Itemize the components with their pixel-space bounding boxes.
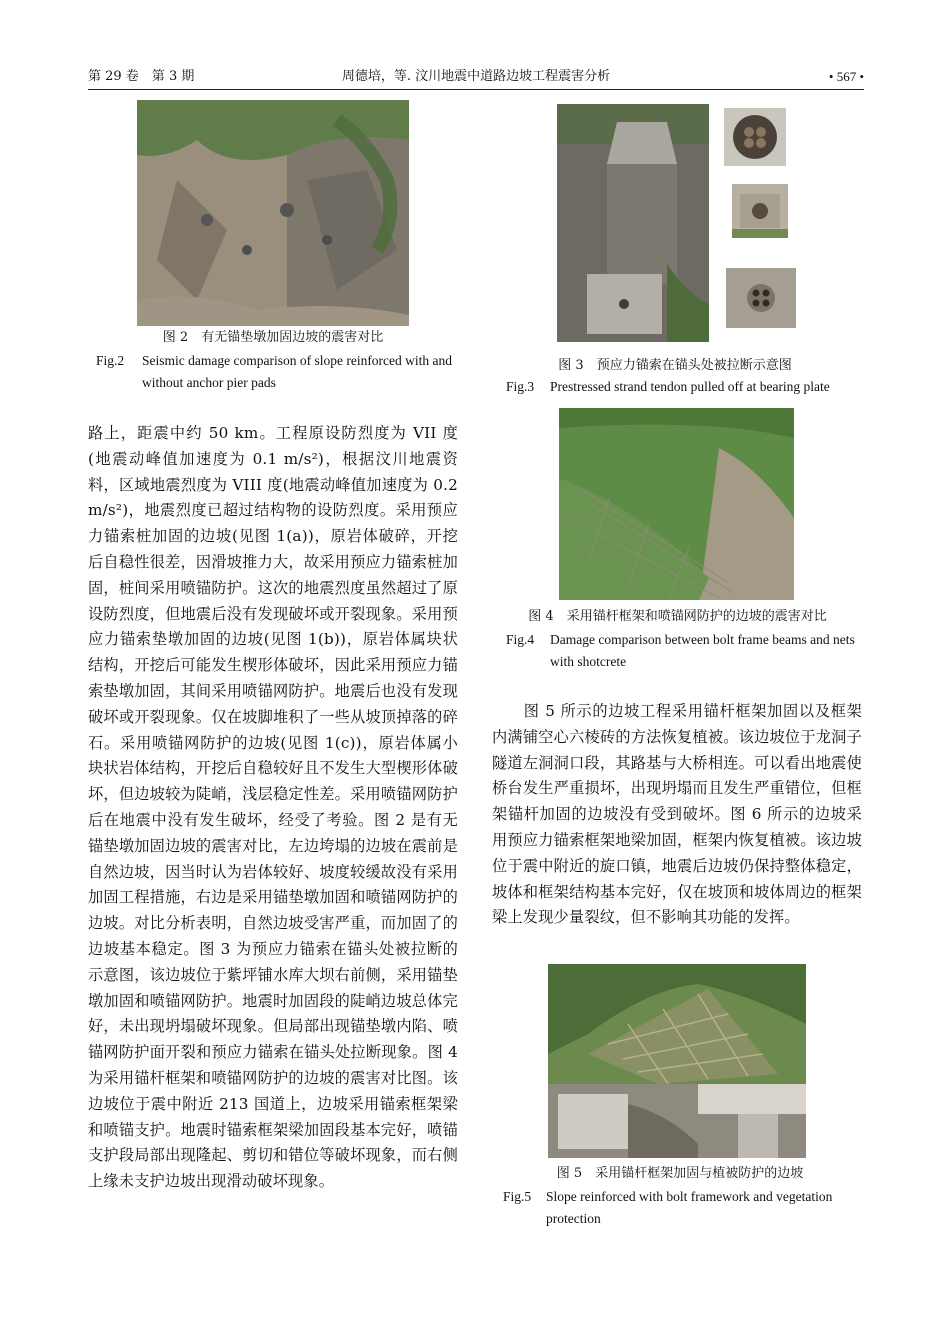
fig3-tendon-detail-3 — [726, 268, 796, 328]
running-header — [88, 67, 864, 87]
fig3-caption-en — [506, 376, 866, 398]
fig3-anchor-wall-photo — [557, 104, 709, 342]
fig5-caption-en — [503, 1186, 863, 1230]
fig3-tendon-detail-2 — [732, 184, 788, 238]
fig5-number: Fig.5 — [503, 1189, 532, 1204]
fig2-number: Fig.2 — [96, 353, 125, 368]
fig4-caption-text: Damage comparison between bolt frame beams and nets with shotcrete — [550, 632, 855, 669]
page-number: • 567 • — [828, 69, 864, 84]
fig4-caption-en — [506, 629, 866, 673]
fig4-slope-photo — [559, 408, 794, 600]
fig5-caption-text: Slope reinforced with bolt framework and vegetation protection — [546, 1189, 833, 1226]
left-column-text: 路上，距震中约 50 km。工程原设防烈度为 VII 度(地震动峰值加速度为 0.1 m/s²)，根据汶川地震资料，区域地震烈度为 VIII 度(地震动峰值加速度为 0.2 m/s²)，地震烈度已超过结构物的设防烈度。采用预应力锚索桩加固的边坡(见图 1(a))，原岩体破碎，开挖后自稳性很差，因滑坡推力大，故采用预应力锚索桩加固，桩间采用喷锚防护。这次的地震烈度虽然超过了原设防烈度，但地震后没有发现破坏或开裂现象。采用预应力锚索垫墩加固的边坡(见图 1(b))，原岩体属块状结构，开挖后可能发生楔形体破坏，因此采用预应力锚索垫墩加固，其间采用喷锚网防护。地震后也没有发现破坏或开裂现象。仅在坡脚堆积了一些从坡顶掉落的碎石。采用喷锚网防护的边坡(见图 1(c))，原岩体属小块状岩体结构，开挖后自稳较好且不发生大型楔形体破坏，但边坡较为陡峭，浅层稳定性差。采用喷锚网防护后在地震中没有发生破坏，经受了考验。图 2 是有无锚垫墩加固边坡的震害对比，左边垮塌的边坡在震前是自然边坡，因当时认为岩体较好、坡度较缓故没有采用加固工程措施，右边是采用锚垫墩加固和喷锚网防护的边坡。对比分析表明，自然边坡受害严重，而加固了的边坡基本稳定。图 3 为预应力锚索在锚头处被拉断的示意图，该边坡位于紫坪铺水库大坝右前侧，采用锚垫墩加固和喷锚网防护。地震时加固段的陡峭边坡总体完好，未出现坍塌破坏现象。但局部出现锚垫墩内陷、喷锚网防护面开裂和预应力锚索在锚头处拉断现象。图 4 为采用锚杆框架和喷锚网防护的边坡的震害对比图。该边坡位于震中附近 213 国道上，边坡采用锚索框架梁和喷锚支护。地震时锚索框架梁加固段基本完好，喷锚支护段局部出现隆起、剪切和错位等破坏现象，而右侧上缘未支护边坡出现滑动破坏现象。 — [88, 424, 458, 1191]
volume-issue: 第 29 卷 第 3 期 — [88, 69, 195, 84]
fig3-tendon-detail-1 — [724, 108, 786, 166]
fig2-caption-text: Seismic damage comparison of slope reinforced with and without anchor pier pads — [142, 353, 453, 390]
fig2-slope-photo — [137, 100, 409, 326]
fig2-caption-en — [96, 350, 466, 394]
fig4-caption-cn: 图 4 采用锚杆框架和喷锚网防护的边坡的震害对比 — [528, 609, 827, 624]
fig3-number: Fig.3 — [506, 379, 535, 394]
fig5-caption-cn: 图 5 采用锚杆框架加固与植被防护的边坡 — [556, 1166, 804, 1181]
header-rule — [88, 89, 864, 90]
fig2-caption-cn: 图 2 有无锚垫墩加固边坡的震害对比 — [162, 330, 384, 345]
fig4-number: Fig.4 — [506, 632, 535, 647]
fig3-caption-cn: 图 3 预应力锚索在锚头处被拉断示意图 — [558, 358, 792, 373]
fig3-caption-text: Prestressed strand tendon pulled off at bearing plate — [550, 379, 830, 394]
right-column-text: 图 5 所示的边坡工程采用锚杆框架加固以及框架内满铺空心六棱砖的方法恢复植被。该边坡位于龙洞子隧道左洞洞口段，其路基与大桥相连。可以看出地震使桥台发生严重损坏，出现坍塌而且发生严重错位，但框架锚杆加固的边坡没有受到破坏。图 6 所示的边坡采用预应力锚索框架地梁加固，框架内恢复植被。该边坡位于震中附近的旋口镇，地震后边坡仍保持整体稳定，坡体和框架结构基本完好，仅在坡顶和坡体周边的框架梁上发现少量裂纹，但不影响其功能的发挥。 — [492, 702, 862, 927]
article-short-title: 周德培，等. 汶川地震中道路边坡工程震害分析 — [341, 69, 611, 84]
fig5-bridge-slope-photo — [548, 964, 806, 1158]
